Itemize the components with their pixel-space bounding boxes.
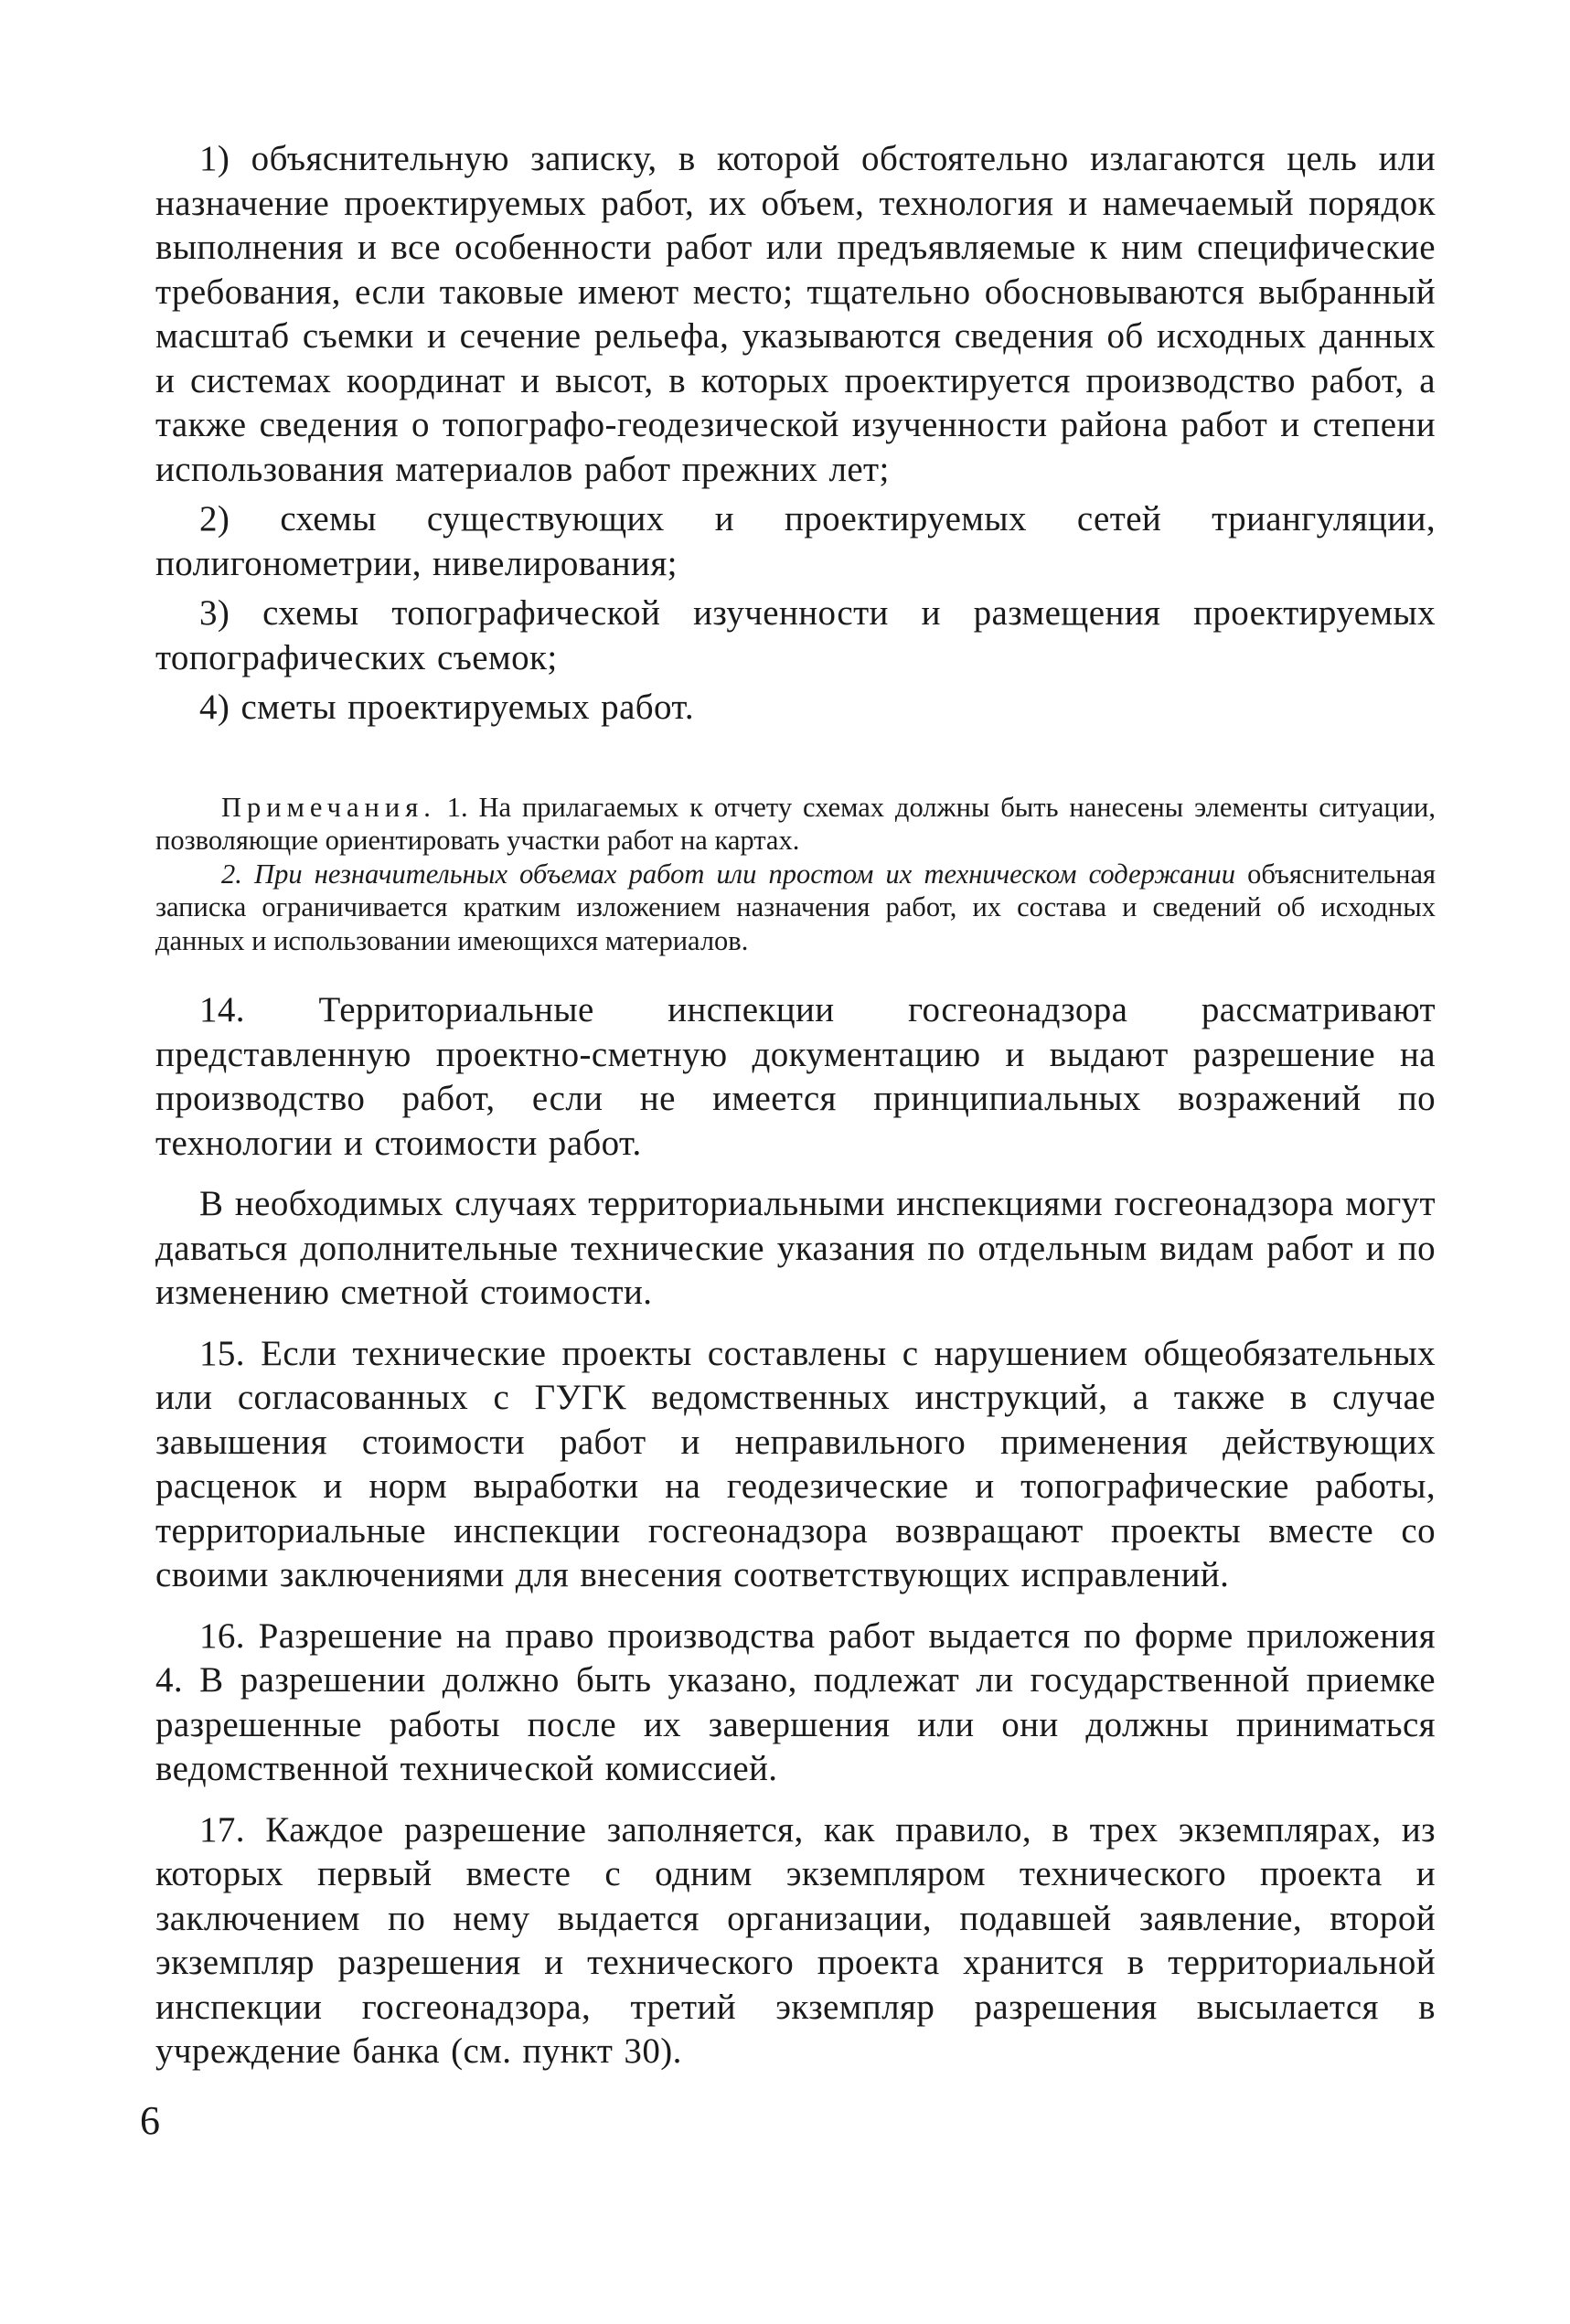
note-1-text: 1. На прилагаемых к отчету схемах должны быть нанесены элементы ситуации, позволяющие ориентировать участки работ на картах.: [155, 791, 1436, 856]
list-item-3: [155, 592, 1436, 680]
list-item-number: 4): [199, 688, 230, 727]
list-item-number: 2): [199, 499, 230, 538]
list-item-number: 1): [199, 139, 230, 178]
paragraph-16: 16. Разрешение на право производства работ выдается по форме приложения 4. В разрешении должно быть указано, подлежат ли государственной приемке разрешенные работы после их завершения или они должны приниматься ведомственной технической комиссией.: [155, 1615, 1436, 1788]
list-item-1: [155, 137, 1436, 492]
page-number: 6: [140, 2098, 160, 2143]
paragraph-14: 14. Территориальные инспекции госгеонадзора рассматривают представленную проектно-сметную документацию и выдают разрешение на производство работ, если не имеется принципиальных возражений по технологии и стоимости работ.: [155, 990, 1436, 1163]
paragraph-14-continued: В необходимых случаях территориальными инспекциями госгеонадзора могут даваться дополнительные технические указания по отдельным видам работ и по изменению сметной стоимости.: [155, 1184, 1436, 1312]
note-2-text: объяснительная записка ограничивается кратким изложением назначения работ, их состава и сведений об исходных данных и использовании имеющихся материалов.: [155, 858, 1436, 956]
note-1: [155, 791, 1436, 858]
notes-label: Примечания.: [221, 791, 436, 823]
paragraph-15: 15. Если технические проекты составлены с нарушением общеобязательных или согласованных с ГУГК ведомственных инструкций, а также в случае завышения стоимости работ и неправильного применения действующих расценок и норм выработки на геодезические и топографические работы, территориальные инспекции госгеонадзора возвращают проекты вместе со своими заключениями для внесения соответствующих исправлений.: [155, 1333, 1436, 1594]
list-item-4: [155, 686, 1436, 730]
list-item-text: сметы проектируемых работ.: [240, 688, 695, 727]
note-2-italic-text: 2. При незначительных объемах работ или простом их техническом содержании: [221, 858, 1235, 890]
body-text: [155, 988, 1436, 2074]
paragraph-17: 17. Каждое разрешение заполняется, как правило, в трех экземплярах, из которых первый вместе с одним экземпляром технического проекта и заключением по нему выдается организации, подавшей заявление, второй экземпляр разрешения и технического проекта хранится в территориальной инспекции госгеонадзора, третий экземпляр разрешения высылается в учреждение банка (см. пункт 30).: [155, 1809, 1436, 2071]
page-content: [155, 137, 1436, 2091]
list-item-2: [155, 497, 1436, 586]
list-item-number: 3): [199, 593, 230, 633]
list-item-text: схемы существующих и проектируемых сетей триангуляции, полигонометрии, нивелирования;: [155, 499, 1436, 583]
note-2: [155, 858, 1436, 958]
list-item-text: объяснительную записку, в которой обстоятельно излагаются цель или назначение проектируемых работ, их объем, технология и намечаемый порядок выполнения и все особенности работ или предъявляемые к ним специфические требования, если таковые имеют место; тщательно обосновываются выбранный масштаб съемки и сечение рельефа, указываются сведения об исходных данных и системах координат и высот, в которых проектируется производство работ, а также сведения о топографо-геодезической изученности района работ и степени использования материалов работ прежних лет;: [155, 139, 1436, 489]
document-list: [155, 137, 1436, 730]
list-item-text: схемы топографической изученности и размещения проектируемых топографических съемок;: [155, 593, 1436, 677]
notes-block: [155, 791, 1436, 958]
